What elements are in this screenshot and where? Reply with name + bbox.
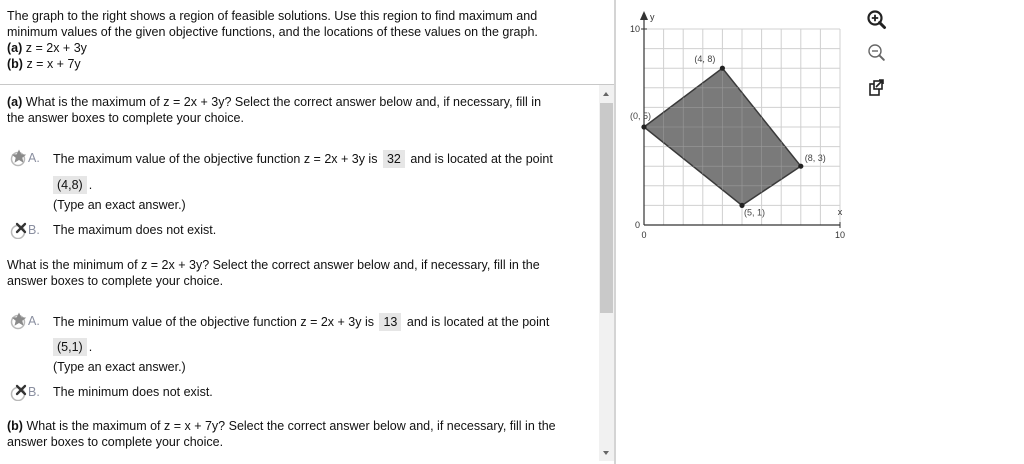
scrollbar-thumb[interactable]: [600, 103, 613, 313]
vertex-label: (0, 5): [630, 111, 652, 121]
option-text-after: and is located at the point: [406, 315, 550, 329]
scroll-up-arrow-icon[interactable]: [603, 92, 609, 96]
zoom-out-button[interactable]: [864, 41, 890, 67]
option-text: The minimum does not exist.: [53, 385, 213, 399]
vertex-point: [641, 124, 646, 129]
vertex-point: [798, 164, 803, 169]
zoom-out-icon: [864, 41, 890, 67]
vertical-scrollbar[interactable]: [599, 85, 614, 461]
option-a-min-correct[interactable]: [8, 312, 598, 330]
question-a-min: What is the minimum of z = 2x + 3y? Select the correct answer below and, if necessary, fill in the answer boxes to complete your choice.: [7, 258, 540, 288]
vertex-label: (5, 1): [744, 207, 766, 218]
intro-line-2: minimum values of the given objective functions, and the locations of these values on the graph.: [7, 25, 538, 39]
y-axis-label: y: [650, 12, 655, 22]
option-b-max-incorrect[interactable]: [8, 221, 598, 239]
max-point-row: (4,8) .: [53, 176, 92, 194]
vertex-label: (4, 8): [694, 54, 716, 65]
option-text-after: and is located at the point: [410, 152, 553, 166]
option-text: The maximum does not exist.: [53, 223, 217, 237]
x-axis-label: x: [837, 207, 843, 217]
vertex-point: [720, 66, 725, 71]
min-point-row: (5,1) .: [53, 338, 92, 356]
option-letter: A.: [28, 151, 40, 165]
y-axis-arrow-icon: [640, 11, 648, 20]
max-point-answer-box[interactable]: (4,8): [53, 176, 87, 194]
y-tick-label: 0: [634, 220, 640, 230]
part-a-function: (a) z = 2x + 3y: [7, 41, 87, 55]
option-text-before: The minimum value of the objective function z = 2x + 3y is: [53, 315, 374, 329]
graph-toolbar: [862, 8, 894, 108]
exact-answer-hint: (Type an exact answer.): [53, 198, 186, 212]
option-letter: A.: [28, 314, 40, 328]
option-a-max-correct[interactable]: [8, 149, 598, 167]
question-scroll-area[interactable]: [0, 85, 614, 464]
option-b-min-incorrect[interactable]: [8, 383, 598, 401]
min-value-answer-box[interactable]: 13: [379, 313, 401, 331]
graph-canvas: [618, 0, 858, 250]
question-a-max: (a) What is the maximum of z = 2x + 3y? Select the correct answer below and, if necessary, fill in the answer boxes to complete your choice.: [7, 95, 542, 125]
problem-statement: [7, 8, 597, 72]
min-point-answer-box[interactable]: (5,1): [53, 338, 87, 356]
max-value-answer-box[interactable]: 32: [383, 150, 405, 168]
x-tick-label: 10: [834, 230, 846, 240]
zoom-in-button[interactable]: [864, 8, 890, 34]
popout-button[interactable]: [864, 76, 890, 102]
intro-line-1: The graph to the right shows a region of feasible solutions. Use this region to find maximum and: [7, 9, 538, 23]
vertex-label: (8, 3): [804, 153, 826, 164]
pane-divider: [614, 0, 616, 464]
feasible-region-graph: [618, 0, 858, 250]
option-text-before: The maximum value of the objective function z = 2x + 3y is: [53, 152, 378, 166]
exact-answer-hint: (Type an exact answer.): [53, 360, 186, 374]
option-letter: B.: [28, 223, 40, 237]
option-letter: B.: [28, 385, 40, 399]
zoom-in-icon: [864, 8, 890, 34]
popout-icon: [864, 76, 890, 102]
x-tick-label: 0: [641, 230, 647, 240]
scroll-down-arrow-icon[interactable]: [603, 451, 609, 455]
y-tick-label: 10: [629, 24, 640, 34]
question-b-max: (b) What is the maximum of z = x + 7y? Select the correct answer below and, if necessary, fill in the answer boxes to complete your choice.: [7, 419, 556, 449]
part-b-function: (b) z = x + 7y: [7, 57, 81, 71]
